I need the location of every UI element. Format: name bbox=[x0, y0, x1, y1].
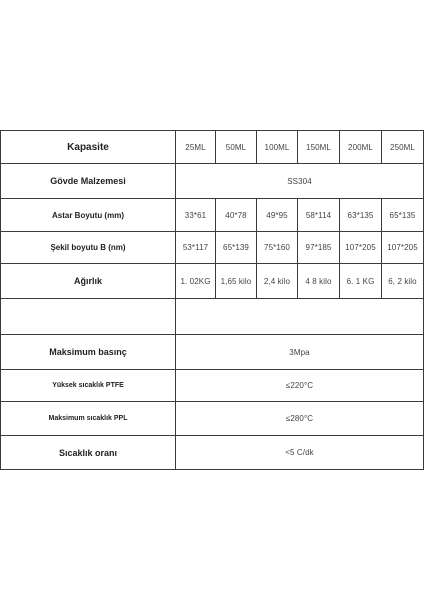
temp-rate-value: <5 C/dk bbox=[176, 436, 424, 470]
weight-cell: 2,4 kilo bbox=[257, 264, 298, 299]
row-label-weight: Ağırlık bbox=[1, 264, 176, 299]
body-material-value: SS304 bbox=[176, 164, 424, 199]
row-label-body-material: Gövde Malzemesi bbox=[1, 164, 176, 199]
table-row-weight bbox=[1, 264, 424, 299]
row-label-liner-size: Astar Boyutu (mm) bbox=[1, 199, 176, 232]
weight-cell: 6. 1 KG bbox=[340, 264, 382, 299]
max-pressure-value: 3Mpa bbox=[176, 335, 424, 370]
row-label-shape-size: Şekil boyutu B (nm) bbox=[1, 232, 176, 264]
table-row-ptfe-temp bbox=[1, 370, 424, 402]
liner-size-cell: 58*114 bbox=[298, 199, 340, 232]
liner-size-cell: 40*78 bbox=[216, 199, 257, 232]
shape-size-cell: 75*160 bbox=[257, 232, 298, 264]
table-row-ppl-temp bbox=[1, 402, 424, 436]
capacity-cell: 250ML bbox=[382, 131, 424, 164]
weight-cell: 1,65 kilo bbox=[216, 264, 257, 299]
shape-size-cell: 53*117 bbox=[176, 232, 216, 264]
row-label-ppl-temp: Maksimum sıcaklık PPL bbox=[1, 402, 176, 436]
table-row-capacity bbox=[1, 131, 424, 164]
capacity-cell: 25ML bbox=[176, 131, 216, 164]
liner-size-cell: 49*95 bbox=[257, 199, 298, 232]
capacity-cell: 100ML bbox=[257, 131, 298, 164]
shape-size-cell: 65*139 bbox=[216, 232, 257, 264]
liner-size-cell: 33*61 bbox=[176, 199, 216, 232]
shape-size-cell: 107*205 bbox=[382, 232, 424, 264]
table-row-max-pressure bbox=[1, 335, 424, 370]
row-label-empty bbox=[1, 299, 176, 335]
row-label-ptfe-temp: Yüksek sıcaklık PTFE bbox=[1, 370, 176, 402]
specification-table bbox=[0, 130, 424, 470]
table-row-body-material bbox=[1, 164, 424, 199]
liner-size-cell: 63*135 bbox=[340, 199, 382, 232]
table-row-empty bbox=[1, 299, 424, 335]
row-label-max-pressure: Maksimum basınç bbox=[1, 335, 176, 370]
empty-value bbox=[176, 299, 424, 335]
capacity-cell: 150ML bbox=[298, 131, 340, 164]
row-label-capacity: Kapasite bbox=[1, 131, 176, 164]
table-row-shape-size bbox=[1, 232, 424, 264]
shape-size-cell: 97*185 bbox=[298, 232, 340, 264]
liner-size-cell: 65*135 bbox=[382, 199, 424, 232]
weight-cell: 1. 02KG bbox=[176, 264, 216, 299]
table-row-liner-size bbox=[1, 199, 424, 232]
shape-size-cell: 107*205 bbox=[340, 232, 382, 264]
capacity-cell: 50ML bbox=[216, 131, 257, 164]
weight-cell: 4 8 kilo bbox=[298, 264, 340, 299]
row-label-temp-rate: Sıcaklık oranı bbox=[1, 436, 176, 470]
ppl-temp-value: ≤280°C bbox=[176, 402, 424, 436]
capacity-cell: 200ML bbox=[340, 131, 382, 164]
ptfe-temp-value: ≤220°C bbox=[176, 370, 424, 402]
table-row-temp-rate bbox=[1, 436, 424, 470]
weight-cell: 6, 2 kilo bbox=[382, 264, 424, 299]
